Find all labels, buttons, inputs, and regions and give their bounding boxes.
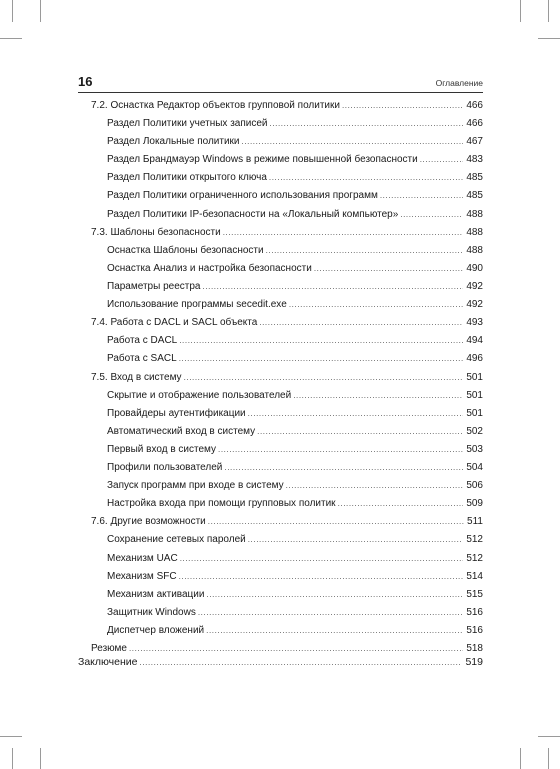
toc-dot-leader [129, 642, 463, 656]
toc-entry-page: 504 [466, 462, 483, 473]
toc-entry-page: 512 [466, 534, 483, 545]
toc-entry-title: Резюме [91, 643, 127, 654]
toc-entry-page: 466 [466, 100, 483, 111]
toc-entry [107, 153, 483, 167]
toc-dot-leader [342, 99, 463, 113]
toc-entry-title: Заключение [78, 656, 138, 668]
toc-entry-title: 7.5. Вход в систему [91, 372, 182, 383]
toc-dot-leader [198, 606, 463, 620]
toc-dot-leader [248, 533, 464, 547]
toc-entry-title: Механизм активации [107, 589, 205, 600]
toc-entry-page: 514 [466, 571, 483, 582]
toc-entry [107, 135, 483, 149]
toc-dot-leader [206, 624, 463, 638]
toc-entry-page: 494 [466, 335, 483, 346]
toc-entry-page: 492 [466, 299, 483, 310]
toc-entry [107, 298, 483, 312]
toc-entry-page: 488 [466, 227, 483, 238]
toc-entry-page: 516 [466, 607, 483, 618]
toc-entry [107, 208, 483, 222]
toc-dot-leader [179, 352, 464, 366]
toc-dot-leader [338, 497, 464, 511]
toc-entry-page: 490 [466, 263, 483, 274]
toc-dot-leader [184, 371, 464, 385]
toc-entry-page: 502 [466, 426, 483, 437]
toc-dot-leader [293, 389, 463, 403]
toc-entry [91, 515, 483, 529]
running-title: Оглавление [435, 78, 483, 88]
toc-dot-leader [269, 171, 463, 185]
toc-entry-title: Раздел Брандмауэр Windows в режиме повышенной безопасности [107, 154, 418, 165]
toc-entry-title: 7.3. Шаблоны безопасности [91, 227, 221, 238]
toc-entry [107, 479, 483, 493]
toc-entry [107, 461, 483, 475]
toc-entry-title: Сохранение сетевых паролей [107, 534, 246, 545]
toc-entry [78, 655, 483, 669]
toc-entry-title: 7.2. Оснастка Редактор объектов групповой политики [91, 100, 340, 111]
toc-dot-leader [179, 570, 464, 584]
toc-entry-page: 506 [466, 480, 483, 491]
toc-entry [107, 588, 483, 602]
toc-dot-leader [286, 479, 464, 493]
toc-dot-leader [248, 407, 464, 421]
toc-entry [91, 642, 483, 656]
toc-entry-title: 7.6. Другие возможности [91, 516, 206, 527]
toc-entry [91, 99, 483, 113]
toc-entry-title: Раздел Политики IP-безопасности на «Локальный компьютер» [107, 209, 399, 220]
toc-entry-page: 503 [466, 444, 483, 455]
toc-entry-page: 515 [466, 589, 483, 600]
toc-entry-page: 483 [466, 154, 483, 165]
toc-dot-leader [179, 334, 463, 348]
toc-entry-page: 518 [466, 643, 483, 654]
toc-entry-title: Настройка входа при помощи групповых политик [107, 498, 336, 509]
toc-entry-title: Первый вход в систему [107, 444, 217, 455]
toc-entry-title: Раздел Политики учетных записей [107, 118, 268, 129]
toc-entry-title: Оснастка Шаблоны безопасности [107, 245, 264, 256]
toc-entry [107, 171, 483, 185]
toc-dot-leader [266, 244, 464, 258]
toc-entry [107, 117, 483, 131]
toc-entry-page: 488 [466, 245, 483, 256]
toc-dot-leader [218, 443, 463, 457]
toc-entry [107, 389, 483, 403]
toc-entry-page: 516 [466, 625, 483, 636]
toc-entry-page: 512 [466, 553, 483, 564]
toc-entry-title: Защитник Windows [107, 607, 196, 618]
toc-entry-page: 509 [466, 498, 483, 509]
toc-entry [107, 262, 483, 276]
toc-dot-leader [257, 425, 463, 439]
toc-entry [107, 407, 483, 421]
toc-dot-leader [180, 552, 464, 566]
toc-entry [107, 624, 483, 638]
toc-entry-page: 496 [466, 353, 483, 364]
toc-entry-page: 519 [465, 656, 483, 668]
toc-dot-leader [206, 588, 463, 602]
toc-entry [91, 316, 483, 330]
toc-entry-title: Провайдеры аутентификации [107, 408, 246, 419]
toc-entry-title: Автоматический вход в систему [107, 426, 256, 437]
toc-entry-page: 511 [467, 516, 483, 527]
toc-entry [107, 552, 483, 566]
toc-entry-title: Механизм UAC [107, 553, 178, 564]
toc-dot-leader [259, 316, 463, 330]
toc-entry-title: Раздел Политики ограниченного использования программ [107, 190, 378, 201]
toc-entry [107, 352, 483, 366]
toc-entry-title: Диспетчер вложений [107, 625, 205, 636]
toc-entry-title: Механизм SFC [107, 571, 177, 582]
toc-dot-leader [208, 515, 464, 529]
toc-entry-title: Работа с DACL [107, 335, 178, 346]
toc-entry [107, 570, 483, 584]
toc-entry-title: Использование программы secedit.exe [107, 299, 287, 310]
toc-dot-leader [270, 117, 464, 131]
toc-entry-title: Параметры реестра [107, 281, 201, 292]
toc-entry-title: Работа с SACL [107, 353, 177, 364]
toc-dot-leader [380, 189, 463, 203]
toc-entry-title: Профили пользователей [107, 462, 223, 473]
toc-entry-page: 485 [466, 172, 483, 183]
toc-entry [91, 371, 483, 385]
toc-entry-title: Запуск программ при входе в систему [107, 480, 284, 491]
toc-dot-leader [289, 298, 463, 312]
toc-entry-title: Раздел Локальные политики [107, 136, 240, 147]
toc-entry [107, 443, 483, 457]
toc-entry-page: 488 [466, 209, 483, 220]
toc-dot-leader [223, 226, 464, 240]
toc-entry-title: Раздел Политики открытого ключа [107, 172, 267, 183]
toc-dot-leader [224, 461, 463, 475]
toc-entry [107, 244, 483, 258]
toc-entry-page: 492 [466, 281, 483, 292]
toc-entry [107, 533, 483, 547]
toc-entry [91, 226, 483, 240]
toc-entry [107, 280, 483, 294]
toc-dot-leader [314, 262, 464, 276]
toc-entry-page: 501 [466, 390, 483, 401]
toc-dot-leader [400, 208, 463, 222]
toc-entry [107, 497, 483, 511]
toc-entry-page: 467 [466, 136, 483, 147]
toc-dot-leader [242, 135, 464, 149]
toc-entry-title: Оснастка Анализ и настройка безопасности [107, 263, 312, 274]
toc-dot-leader [202, 280, 463, 294]
toc-entry-title: Скрытие и отображение пользователей [107, 390, 292, 401]
toc-entry-page: 493 [466, 317, 483, 328]
toc-dot-leader [139, 656, 462, 670]
toc-entry-page: 485 [466, 190, 483, 201]
toc-entry-page: 501 [466, 372, 483, 383]
toc-entry-title: 7.4. Работа с DACL и SACL объекта [91, 317, 258, 328]
page-number: 16 [78, 74, 93, 89]
toc-entry-page: 501 [466, 408, 483, 419]
toc-entry [107, 334, 483, 348]
toc-entry [107, 189, 483, 203]
toc-entry-page: 466 [466, 118, 483, 129]
toc-dot-leader [420, 153, 464, 167]
toc-entry [107, 425, 483, 439]
toc-entry [107, 606, 483, 620]
